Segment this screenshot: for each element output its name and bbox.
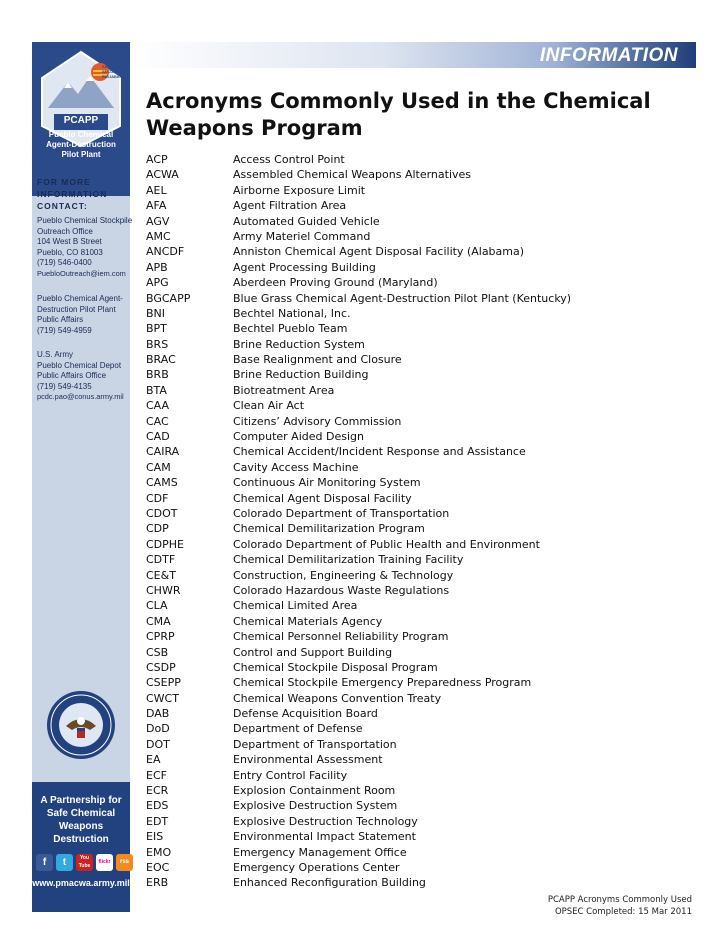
banner-text: INFORMATION [539, 45, 678, 66]
acronym-row [146, 244, 706, 259]
acronym-code: CAIRA [146, 445, 180, 459]
acronym-definition: Chemical Demilitarization Training Facility [233, 553, 464, 567]
acronym-row [146, 521, 706, 536]
acronym-code: CSEPP [146, 676, 181, 690]
acronym-row [146, 260, 706, 275]
logo-badge-line: SAFETY [102, 64, 118, 69]
acronym-code: AFA [146, 199, 167, 213]
acronym-definition: Explosion Containment Room [233, 784, 396, 798]
acronym-definition: Agent Processing Building [233, 260, 376, 274]
acronym-row [146, 352, 706, 367]
acronym-definition: Explosive Destruction Technology [233, 814, 418, 828]
acronym-definition: Environmental Assessment [233, 753, 383, 767]
acronym-definition: Entry Control Facility [233, 768, 348, 782]
twitter-icon[interactable]: t [56, 854, 73, 871]
acronym-code: DOT [146, 737, 170, 751]
contact-line: Pueblo Chemical Agent- [37, 294, 123, 303]
acronym-code: BRB [146, 368, 169, 382]
acronym-row [146, 568, 706, 583]
acronym-row [146, 537, 706, 552]
logo-badge [102, 64, 130, 79]
acronym-row [146, 506, 706, 521]
acronym-code: CWCT [146, 691, 179, 705]
acronym-code: ERB [146, 876, 169, 890]
logo-badge-line: RELIABILITY [102, 74, 127, 79]
contact-line: (719) 546-0400 [37, 258, 92, 267]
acronym-definition: Control and Support Building [233, 645, 393, 659]
acronym-row [146, 645, 706, 660]
acronym-code: ACWA [146, 168, 179, 182]
logo-badge-line: SECURITY [102, 69, 123, 74]
acronym-code: CAA [146, 399, 170, 413]
acronym-row [146, 475, 706, 490]
acronym-definition: Aberdeen Proving Ground (Maryland) [233, 276, 438, 290]
acronym-definition: Chemical Stockpile Disposal Program [233, 660, 438, 674]
contact-block-pcapp [37, 294, 133, 336]
acronym-row [146, 337, 706, 352]
acronym-code: BRS [146, 337, 169, 351]
contact-line: Pueblo Chemical Stockpile [37, 216, 133, 225]
acronym-code: EA [146, 753, 161, 767]
acronym-row [146, 275, 706, 290]
footer-title: PCAPP Acronyms Commonly Used [547, 895, 692, 905]
acronym-code: EOC [146, 860, 170, 874]
acronym-code: CAD [146, 430, 170, 444]
acronym-definition: Assembled Chemical Weapons Alternatives [233, 168, 472, 182]
acronym-code: CDP [146, 522, 169, 536]
contact-block-outreach [37, 216, 133, 279]
sidebar [32, 42, 133, 912]
acronym-code: EDS [146, 799, 169, 813]
acronym-row [146, 229, 706, 244]
contact-line: Destruction Pilot Plant [37, 304, 116, 314]
acronym-definition: Bechtel National, Inc. [233, 306, 351, 320]
acronym-definition: Anniston Chemical Agent Disposal Facility (Alabama) [233, 245, 525, 259]
acronym-code: CDTF [146, 553, 176, 567]
acronym-definition: Enhanced Reconfiguration Building [233, 876, 426, 890]
acronym-definition: Chemical Stockpile Emergency Preparedness Program [233, 676, 532, 690]
acronym-definition: Department of Defense [233, 722, 363, 736]
acronym-definition: Colorado Department of Public Health and Environment [233, 537, 540, 551]
acronym-definition: Chemical Personnel Reliability Program [233, 630, 449, 644]
contact-line: Outreach Office [37, 226, 93, 236]
acronym-definition: Biotreatment Area [233, 383, 335, 397]
acronym-code: AGV [146, 214, 170, 228]
acronym-code: BGCAPP [146, 291, 191, 305]
acronym-row [146, 367, 706, 382]
acronym-code: AMC [146, 229, 171, 243]
acronym-row [146, 321, 706, 336]
acronym-definition: Clean Air Act [233, 399, 305, 413]
acronym-code: AEL [146, 183, 167, 197]
logo-caption: Pueblo Chemical Agent-Destruction Pilot Plant [46, 130, 116, 159]
acronym-definition: Chemical Materials Agency [233, 614, 383, 628]
acronym-row [146, 598, 706, 613]
contact-block-army [37, 350, 133, 403]
acronym-definition: Chemical Agent Disposal Facility [233, 491, 412, 505]
acronym-row [146, 491, 706, 506]
acronym-row [146, 214, 706, 229]
acronym-definition: Department of Transportation [233, 737, 397, 751]
acronym-definition: Continuous Air Monitoring System [233, 476, 421, 490]
acronym-row [146, 737, 706, 752]
acronym-code: EDT [146, 814, 169, 828]
acronym-code: DAB [146, 707, 170, 721]
contact-line: Public Affairs Office [37, 371, 107, 380]
acronym-row [146, 860, 706, 875]
website-link[interactable]: www.pmacwa.army.mil [32, 878, 130, 888]
acronym-code: CSB [146, 645, 169, 659]
acronym-definition: Access Control Point [233, 153, 345, 166]
acronym-definition: Blue Grass Chemical Agent-Destruction Pilot Plant (Kentucky) [233, 291, 572, 305]
acronym-code: APG [146, 276, 169, 290]
dod-seal-icon [46, 690, 116, 760]
acronym-row [146, 660, 706, 675]
acronym-definition: Brine Reduction System [233, 337, 365, 351]
social-links [36, 854, 133, 871]
acronym-definition: Emergency Operations Center [233, 860, 400, 874]
contact-line: U.S. Army [37, 350, 74, 359]
acronym-code: APB [146, 260, 168, 274]
acronym-row [146, 845, 706, 860]
acronym-row [146, 675, 706, 690]
acronym-code: EIS [146, 830, 164, 844]
facebook-icon[interactable]: f [36, 854, 53, 871]
acronym-code: CE&T [146, 568, 176, 582]
acronym-code: BPT [146, 322, 167, 336]
acronym-row [146, 183, 706, 198]
acronym-definition: Chemical Weapons Convention Treaty [233, 691, 442, 705]
acronym-code: CMA [146, 614, 171, 628]
acronym-row [146, 752, 706, 767]
acronym-code: CHWR [146, 583, 181, 597]
acronym-definition: Airborne Exposure Limit [233, 183, 366, 197]
footer-opsec: OPSEC Completed: 15 Mar 2011 [554, 907, 692, 917]
contact-line: (719) 549-4135 [37, 381, 92, 391]
acronym-row [146, 291, 706, 306]
acronym-row [146, 167, 706, 182]
acronym-code: EMO [146, 845, 172, 859]
acronym-code: BNI [146, 306, 166, 320]
acronym-row [146, 429, 706, 444]
acronym-code: CSDP [146, 660, 176, 674]
acronym-code: CDPHE [146, 537, 185, 551]
logo-text: PCAPP [63, 115, 99, 126]
header-banner [130, 42, 696, 68]
acronym-row [146, 583, 706, 598]
rss-icon[interactable]: rss [116, 854, 133, 871]
acronym-definition: Colorado Hazardous Waste Regulations [233, 583, 450, 597]
contact-line: Pueblo, CO 81003 [37, 247, 103, 257]
contact-line: Pueblo Chemical Depot [37, 360, 122, 370]
acronym-definition: Explosive Destruction System [233, 799, 398, 813]
acronym-row [146, 798, 706, 813]
contact-heading: FOR MORE INFORMATION CONTACT: [37, 177, 108, 211]
acronym-row [146, 460, 706, 475]
acronym-code: CAC [146, 414, 169, 428]
acronym-row [146, 829, 706, 844]
flickr-icon[interactable]: flickr [96, 854, 113, 871]
acronym-definition: Cavity Access Machine [233, 460, 359, 474]
page-title: Acronyms Commonly Used in the Chemical Weapons Program [146, 89, 651, 140]
acronym-row [146, 814, 706, 829]
acronym-code: CDOT [146, 506, 178, 520]
acronym-row [146, 706, 706, 721]
acronym-definition: Computer Aided Design [233, 430, 364, 444]
acronym-definition: Chemical Demilitarization Program [233, 522, 425, 536]
acronym-row [146, 414, 706, 429]
acronym-code: CAMS [146, 476, 178, 490]
acronym-definition: Bechtel Pueblo Team [233, 322, 348, 336]
acronym-code: DoD [146, 722, 170, 736]
acronym-definition: Agent Filtration Area [233, 199, 347, 213]
acronym-definition: Brine Reduction Building [233, 368, 369, 382]
acronym-row [146, 614, 706, 629]
acronym-definition: Construction, Engineering & Technology [233, 568, 454, 582]
partnership-text: A Partnership for Safe Chemical Weapons Destruction [40, 795, 122, 845]
acronym-definition: Environmental Impact Statement [233, 830, 416, 844]
contact-email[interactable]: pcdc.pao@conus.army.mil [37, 392, 124, 401]
acronym-definition: Automated Guided Vehicle [233, 214, 380, 228]
acronym-definition: Emergency Management Office [233, 845, 407, 859]
acronym-code: CPRP [146, 630, 175, 644]
acronym-row [146, 875, 706, 890]
acronym-code: ECF [146, 768, 167, 782]
acronym-definition: Chemical Limited Area [233, 599, 358, 613]
contact-email[interactable]: PuebloOutreach@iem.com [37, 268, 126, 278]
contact-line: Public Affairs [37, 315, 84, 324]
acronym-row [146, 629, 706, 644]
acronym-definition: Army Materiel Command [233, 229, 371, 243]
acronym-definition: Citizens’ Advisory Commission [233, 414, 402, 428]
acronym-code: ANCDF [146, 245, 185, 259]
acronym-code: ACP [146, 153, 168, 166]
acronym-definition: Defense Acquisition Board [233, 707, 378, 721]
acronym-row [146, 691, 706, 706]
acronym-definition: Colorado Department of Transportation [233, 506, 450, 520]
acronym-row [146, 552, 706, 567]
department-of-defense-seal [46, 690, 116, 764]
acronym-code: BRAC [146, 353, 176, 367]
acronym-row [146, 198, 706, 213]
youtube-icon[interactable]: You Tube [76, 854, 93, 871]
acronym-row [146, 398, 706, 413]
acronym-row [146, 152, 706, 167]
acronym-code: BTA [146, 383, 167, 397]
acronym-code: CLA [146, 599, 168, 613]
acronym-row [146, 783, 706, 798]
acronym-definition: Chemical Accident/Incident Response and Assistance [233, 445, 526, 459]
contact-line: 104 West B Street [37, 237, 102, 246]
acronym-row [146, 768, 706, 783]
acronym-row [146, 444, 706, 459]
acronym-table [146, 152, 706, 891]
contact-line: (719) 549-4959 [37, 325, 92, 335]
acronym-code: ECR [146, 784, 169, 798]
acronym-row [146, 721, 706, 736]
acronym-row [146, 306, 706, 321]
page-footer [548, 894, 692, 918]
acronym-code: CAM [146, 460, 171, 474]
acronym-row [146, 383, 706, 398]
acronym-code: CDF [146, 491, 169, 505]
acronym-definition: Base Realignment and Closure [233, 353, 402, 367]
